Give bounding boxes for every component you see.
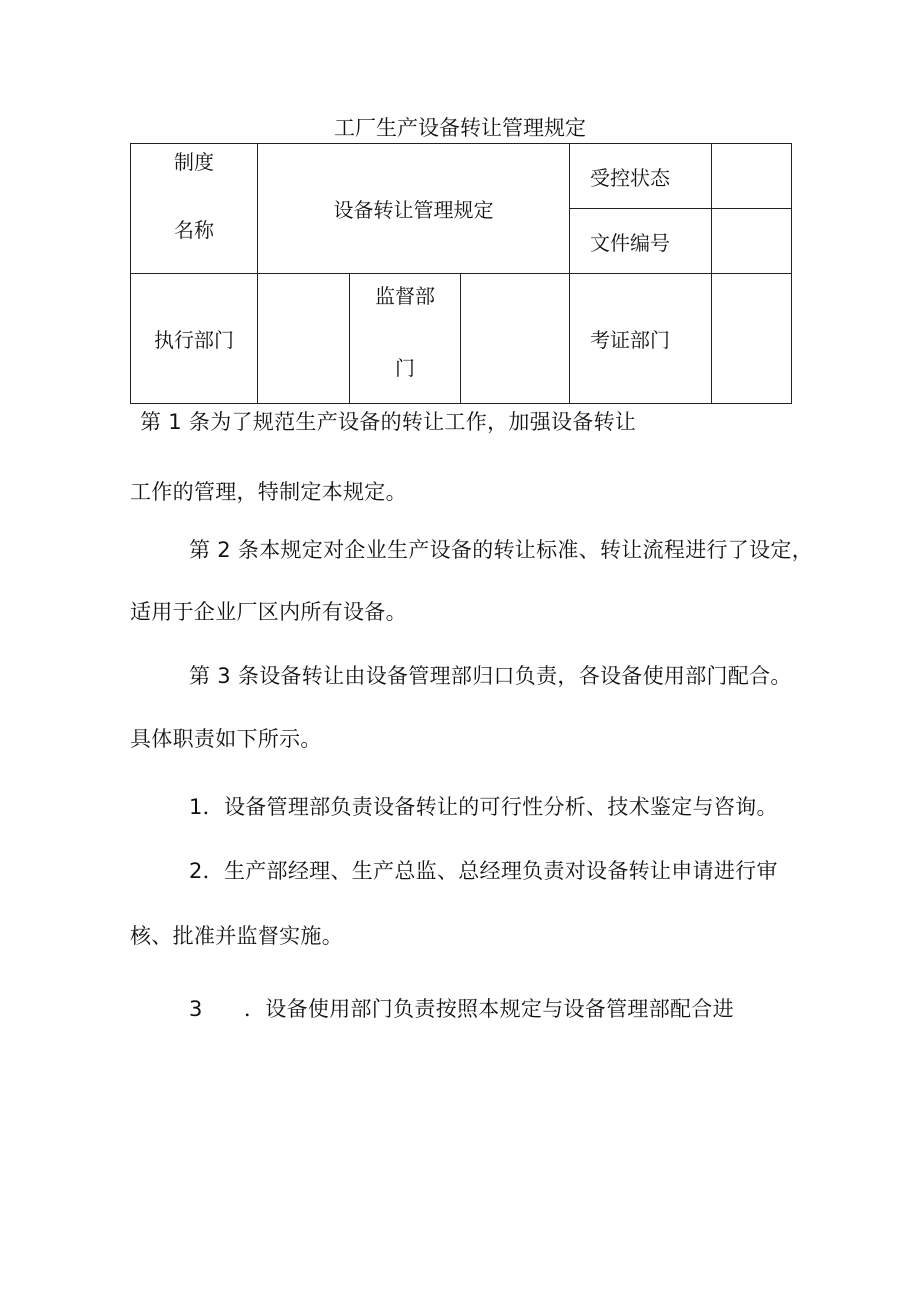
verifying-department-value bbox=[712, 274, 792, 404]
duty-item-1: 1．设备管理部负责设备转让的可行性分析、技术鉴定与咨询。 bbox=[189, 795, 778, 819]
supervising-department-value bbox=[461, 274, 570, 404]
document-number-label-cell bbox=[570, 209, 712, 274]
regulation-name-label-top: 制度 bbox=[174, 150, 214, 174]
regulation-info-table bbox=[130, 143, 792, 404]
control-status-label: 受控状态 bbox=[590, 165, 671, 190]
article-3-line-1: 第 3 条设备转让由设备管理部归口负责，各设备使用部门配合。 bbox=[189, 664, 792, 688]
article-3-line-2: 具体职责如下所示。 bbox=[130, 727, 322, 751]
document-number-value bbox=[712, 209, 792, 274]
executing-department-value bbox=[258, 274, 350, 404]
regulation-name-label-cell bbox=[131, 144, 258, 274]
executing-department-label: 执行部门 bbox=[131, 274, 258, 404]
document-number-label: 文件编号 bbox=[590, 230, 671, 255]
regulation-name-value: 设备转让管理规定 bbox=[258, 144, 570, 274]
duty-item-3-number: 3 bbox=[189, 997, 203, 1021]
article-2-line-1: 第 2 条本规定对企业生产设备的转让标准、转让流程进行了设定， bbox=[189, 538, 814, 562]
regulation-name-label-bottom: 名称 bbox=[174, 218, 214, 242]
supervising-department-label-top: 监督部 bbox=[375, 284, 435, 308]
duty-item-2-line-1: 2．生产部经理、生产总监、总经理负责对设备转让申请进行审 bbox=[189, 859, 778, 883]
control-status-label-cell bbox=[570, 144, 712, 209]
article-2-line-2: 适用于企业厂区内所有设备。 bbox=[130, 600, 407, 624]
supervising-department-label-cell bbox=[350, 274, 461, 404]
duty-item-3-text: ．设备使用部门负责按照本规定与设备管理部配合进 bbox=[244, 997, 734, 1021]
verifying-department-label-cell bbox=[570, 274, 712, 404]
verifying-department-label: 考证部门 bbox=[590, 328, 671, 352]
supervising-department-label-bottom: 门 bbox=[395, 356, 415, 380]
control-status-value bbox=[712, 144, 792, 209]
article-1-line-1: 第 1 条为了规范生产设备的转让工作，加强设备转让 bbox=[140, 410, 637, 434]
document-title: 工厂生产设备转让管理规定 bbox=[334, 116, 586, 140]
duty-item-2-line-2: 核、批准并监督实施。 bbox=[130, 924, 343, 948]
article-1-line-2: 工作的管理，特制定本规定。 bbox=[130, 480, 407, 504]
